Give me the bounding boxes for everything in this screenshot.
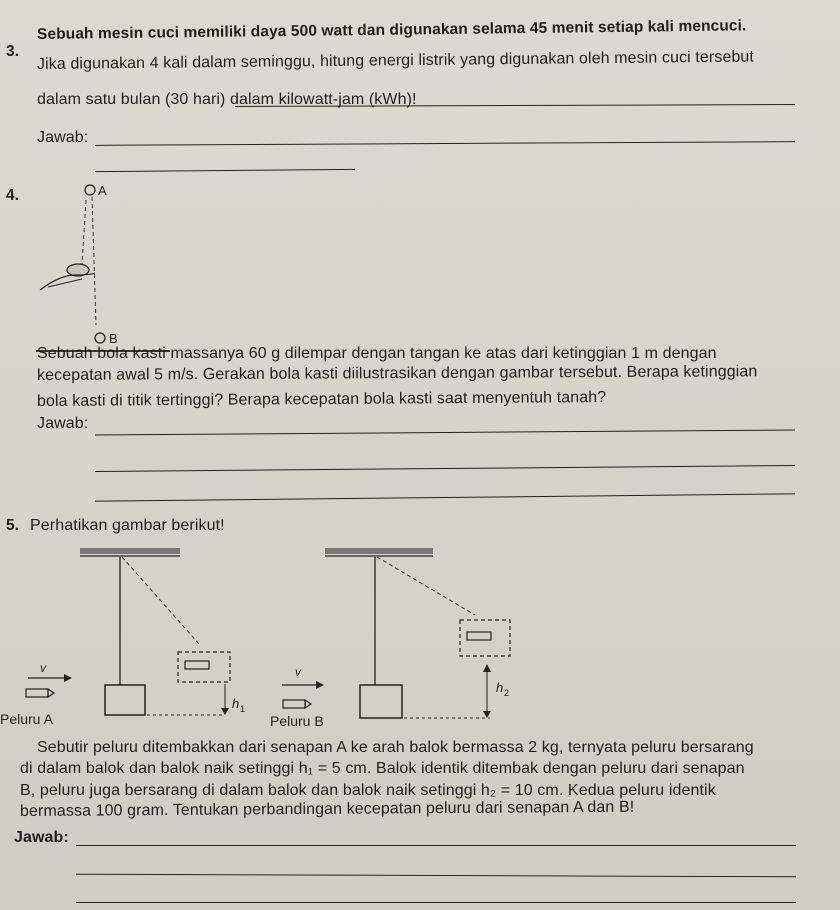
bullet-a-label: Peluru A	[0, 711, 53, 727]
question-3-answer-label: Jawab:	[37, 129, 89, 146]
question-3-line-2: Jika digunakan 4 kali dalam seminggu, hitung energi listrik yang digunakan oleh mesin cuci tersebut	[36, 48, 755, 73]
block-b	[360, 685, 402, 718]
ball-throw-diagram	[30, 175, 190, 360]
h2-subscript: 2	[504, 688, 510, 698]
swing-path-a	[122, 557, 200, 645]
question-4-line-3: bola kasti di titik tertinggi? Berapa kecepatan bola kasti saat menyentuh tanah?	[36, 389, 607, 410]
question-5-line-1: Sebutir peluru ditembakkan dari senapan A ke arah balok bermassa 2 kg, ternyata peluru bersarang	[37, 739, 754, 756]
ballistic-pendulum-diagram	[0, 540, 530, 735]
question-3-number: 3.	[6, 43, 19, 60]
swing-path-b	[377, 557, 475, 615]
ceiling-a	[80, 548, 180, 554]
question-5-intro: Perhatikan gambar berikut!	[30, 517, 225, 534]
answer-line	[95, 493, 795, 501]
bullet-b-icon	[283, 700, 305, 708]
ball-at-b-icon	[95, 333, 105, 343]
ball-at-a-icon	[85, 185, 95, 195]
answer-line	[76, 874, 796, 878]
bullet-b-tip-icon	[305, 700, 311, 708]
answer-line	[95, 465, 795, 472]
answer-line	[95, 430, 795, 436]
question-3-line-1: Sebuah mesin cuci memiliki daya 500 watt dan digunakan selama 45 menit setiap kali mencuci.	[36, 17, 747, 43]
point-b-label: B	[109, 331, 118, 346]
velocity-b-arrowhead-icon	[316, 681, 324, 689]
h2-arrow-up-icon	[483, 664, 491, 672]
bullet-a-icon	[26, 689, 48, 697]
point-a-label: A	[98, 183, 107, 198]
bullet-a-tip-icon	[48, 689, 54, 697]
h1-arrow-icon	[221, 708, 229, 715]
question-5-line-2: di dalam balok dan balok naik setinggi h₁ = 5 cm. Balok identik ditembak dengan peluru dari senapan	[20, 760, 745, 777]
bullet-b-label: Peluru B	[270, 713, 324, 729]
block-a	[105, 685, 145, 715]
question-4-number: 4.	[6, 187, 19, 204]
ceiling-b	[325, 548, 433, 554]
question-5-answer-label: Jawab:	[14, 829, 69, 846]
velocity-b-label: v	[295, 665, 301, 679]
velocity-a-label: v	[40, 661, 46, 675]
question-3-line-3: dalam satu bulan (30 hari) dalam kilowatt-jam (kWh)!	[37, 91, 417, 108]
question-5-line-4: bermassa 100 gram. Tentukan perbandingan kecepatan peluru dari senapan A dan B!	[19, 798, 635, 820]
answer-line	[95, 141, 795, 146]
trajectory-dashed-line	[82, 200, 86, 265]
question-4-answer-label: Jawab:	[37, 415, 89, 432]
answer-line	[76, 902, 796, 903]
velocity-a-arrowhead-icon	[64, 674, 72, 682]
hand-icon	[48, 279, 82, 287]
block-a-raised	[178, 652, 230, 682]
question-5-number: 5.	[6, 517, 19, 534]
h2-label: h	[496, 680, 504, 695]
answer-line	[95, 169, 355, 172]
h1-subscript: 1	[240, 704, 246, 714]
h1-label: h	[232, 696, 240, 711]
embedded-bullet-a-icon	[185, 661, 209, 669]
question-5-line-3: B, peluru juga bersarang di dalam balok dan balok naik setinggi h₂ = 10 cm. Kedua peluru identik	[20, 782, 716, 799]
question-4-line-1: Sebuah bola kasti massanya 60 g dilempar dengan tangan ke atas dari ketinggian 1 m dengan	[37, 345, 717, 362]
answer-line	[76, 845, 796, 846]
trajectory-dashed-line	[92, 197, 96, 325]
h2-arrow-down-icon	[483, 711, 491, 718]
embedded-bullet-b-icon	[467, 632, 491, 640]
question-4-line-2: kecepatan awal 5 m/s. Gerakan bola kasti diilustrasikan dengan gambar tersebut. Berapa ketinggian	[36, 363, 758, 384]
